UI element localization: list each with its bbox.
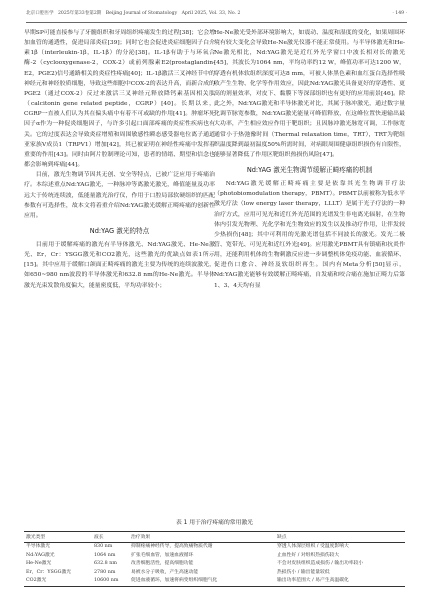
body-paragraph: 早期SP可能直接参与了牙髓组织和牙周组织疼痛发生的过程[38]；它会增加血管的通透性，促进局部炎症[39]；同时它也会促进炎症细胞因子白介素1β（interleukin-1β，IL-1β）的分泌[38]。IL-1β有助于与环氧合酶-2（cyclooxygenase-2，COX-2）或前列腺素E2(prostaglandin-E2，PGE2)信号通路相关的炎症性疼痛[40]；IL-1β激活三叉神经节中的神经元和神经胶质细胞，导致这些细胞中COX-2的表达升高，而新合成的PGE2（通过COX-2）反过来激活三叉神经元释放降钙素基因相关肽（calcitonin gene related peptide，CGRP）[40]。长期以来，CGRP一直被人们认为其在偏头痛中有着不可或缺的作用[41]。肿瘤坏死因子α作为一种促炎细胞因子，与许多引起口面部疼痛的炎症性疾病也有关。它的过度表达会导致炎症增殖和周围敏感性瞬态感受器电位离子通道亚家族V成员1（TRPV1）增加[42]，其已被证明在神经性疼痛中发挥着重要的作用[43]。同时由阿片腔制理论可知，患者的情绪、期望和信念也都会影响到疼痛[44]。 bbox=[24, 30, 215, 169]
table-cell: 1064 nm bbox=[94, 552, 116, 558]
table-cell: CO2激光 bbox=[26, 578, 47, 584]
journal-name-cn: 北京口腔医学 bbox=[26, 11, 54, 16]
section-heading: Nd:YAG 激光生物调节缓解正畸疼痛的机制 bbox=[246, 166, 373, 175]
body-paragraph: 目前，激光生物调节因其无创、安全等特点，已被广泛应用于疼痛治疗。本综述重点Nd:YAG激光，一种脉冲等离激光激光，峰值能量及功率远大于传统连续波，低能量激光治疗仪，作用于口腔局部软硬组织的匹配参数有可选择性，故本文将着重介绍Nd:YAG激光缓解正畸疼痛的创新性应用。 bbox=[24, 172, 215, 219]
section-heading: Nd:YAG 激光的特点 bbox=[89, 226, 150, 235]
column-header: 缺点 bbox=[277, 534, 287, 540]
table-row bbox=[24, 543, 405, 552]
table-row bbox=[24, 552, 405, 561]
table-cell: He-Ne激光 bbox=[26, 561, 52, 567]
right-column bbox=[214, 28, 405, 291]
table-row bbox=[24, 569, 405, 578]
table-caption: 表 1 用于治疗疼痛的常用激光 bbox=[176, 520, 253, 526]
table-cell: 穿透人体深层组织 / 受温度影响大 bbox=[277, 544, 349, 549]
journal-name-en: Beijing Journal of Stomatology bbox=[105, 11, 178, 16]
table-cell: 止血性好 / 对组织热损伤较大 bbox=[277, 552, 340, 558]
table-cell: 830 nm bbox=[94, 544, 113, 549]
table-row bbox=[24, 577, 405, 586]
table-cell: 易被水分子吸收，产生高速动能 bbox=[131, 569, 199, 575]
table-cell: 2780 nm bbox=[94, 569, 116, 575]
table-header-row bbox=[24, 532, 405, 543]
body-paragraph: 目前用于缓解疼痛的激光有半导体激光、Nd:YAG激光、He-Ne激光、Er，Cr：YSGG激光和CO2激光，这些激光的优缺点如表1所示[15]。其中应用于缓解口颌面正畸疼痛的激光主要为传统的连续波激光，如650~980 nm波段的半导体激光和632.8 nm的He-Ne激光。半导体激光光束发散角度偏大，能量密度低，平均功率较小； bbox=[24, 241, 215, 289]
laser-table-block bbox=[24, 519, 405, 587]
table-cell: 半导体激光 bbox=[26, 544, 50, 549]
running-header bbox=[26, 9, 407, 23]
table-cell: 10600 nm bbox=[94, 578, 119, 584]
table-cell: 不会对皮肤组织造成损伤 / 输出功率较小 bbox=[277, 561, 364, 567]
table-row bbox=[24, 560, 405, 569]
column-header: 治疗效果 bbox=[131, 534, 151, 540]
body-paragraph: Nd:YAG激光缓解正畸疼痛主要是依靠其光生物调节疗法（photobiomodulation therapy，PBMT）。PBMT以前被称为低水平激光疗法（low energy laser therapy，LLLT）是属于光子疗法的一种治疗方式，应用可见光和近红外光范围的光谱发生非电离光辐射，在生物体内引发光物理、光化学和光生物效应的发生以及推动疗作用，让伴发较少热损伤[48]；其中可利用的光激光谱包括不同波长的激光。发光二极管、宽带光、可见光和近红外光[49]。应用激光PBMT具有镇痛和抗炎作用，还能利用机体的生物刺激反应进一步调整机体免疫功能、血液循环、促进伤口愈合、神经及软组织再生。国内有Meta分析[50]显示，Nd:YAG激光能够有效缓解正畸疼痛，自发痛和咬合痛在施加正畸力后第1、3、4天均有显 bbox=[214, 181, 405, 289]
column-header: 激光类型 bbox=[26, 534, 46, 540]
table-cell: 扩张毛细血管，加速血液循环 bbox=[131, 552, 194, 558]
issue-cn: 2025年第33卷第2期 bbox=[57, 11, 102, 16]
table-cell: 促进血液循环，加速将病变组织细胞气化 bbox=[131, 578, 218, 584]
table-cell: Nd:YAG激光 bbox=[26, 552, 55, 558]
table-cell: Er，Cr：YSGG激光 bbox=[26, 569, 72, 575]
table-cell: 改善细胞活性，提高细胞功能 bbox=[131, 561, 194, 567]
left-column bbox=[24, 28, 215, 291]
table-cell: 输出功率范围大 / 易产生高温碳化 bbox=[277, 578, 349, 584]
page-number: · 149 · bbox=[392, 11, 407, 16]
column-header: 波长 bbox=[94, 534, 104, 540]
laser-table bbox=[24, 531, 405, 587]
issue-en: April 2025, Vol. 33, No. 2 bbox=[181, 11, 241, 16]
table-cell: 抑制疼痛神经传导，提高致痛物质代谢 bbox=[131, 544, 213, 549]
table-cell: 632.8 nm bbox=[94, 561, 117, 567]
table-cell: 热损伤小 / 输出能量较低 bbox=[277, 569, 330, 575]
body-paragraph: He-Ne激光受外部环境影响大，如震动、温度和湿度的变化，如果周围环境有较大变化会导致He-Ne激光仪器不能正常使用。与半导体激光和He-Ne激光相比，Nd:YAG激光是近红外光学窗口中波长相对长的激光[45]，其波长为1064 nm，平均功率约12 W，峰值功率可达1200 W，穿透有机体软组织深度可达8 mm，可被人体黑色素和血红蛋白选择性吸收产生生物、化学等作用效应，因此Nd:YAG激光具备更好的穿透性、更高的剂量效率，对皮下、黏膜下等深部组织也有更好的应用前景[46]。除此之外，Nd:YAG激光和半导体激光对比，其属于脉冲激光，通过数字量化调节脉宽参数，Nd:YAG激光能量可峰值释放，在这峰位置快速输出最大功率，产生相应效应作用于靶组织；且因脉冲激光脉宽可调，工作脉宽通常小于热弛豫时间（Thermal relaxation time，TRT），TRT为靶组织温度降到最初温度50%所需时间，对病眼周围健康组织损伤有自限性，能够显著降低了作用区靶组织热损伤风险[47]。 bbox=[214, 30, 405, 158]
